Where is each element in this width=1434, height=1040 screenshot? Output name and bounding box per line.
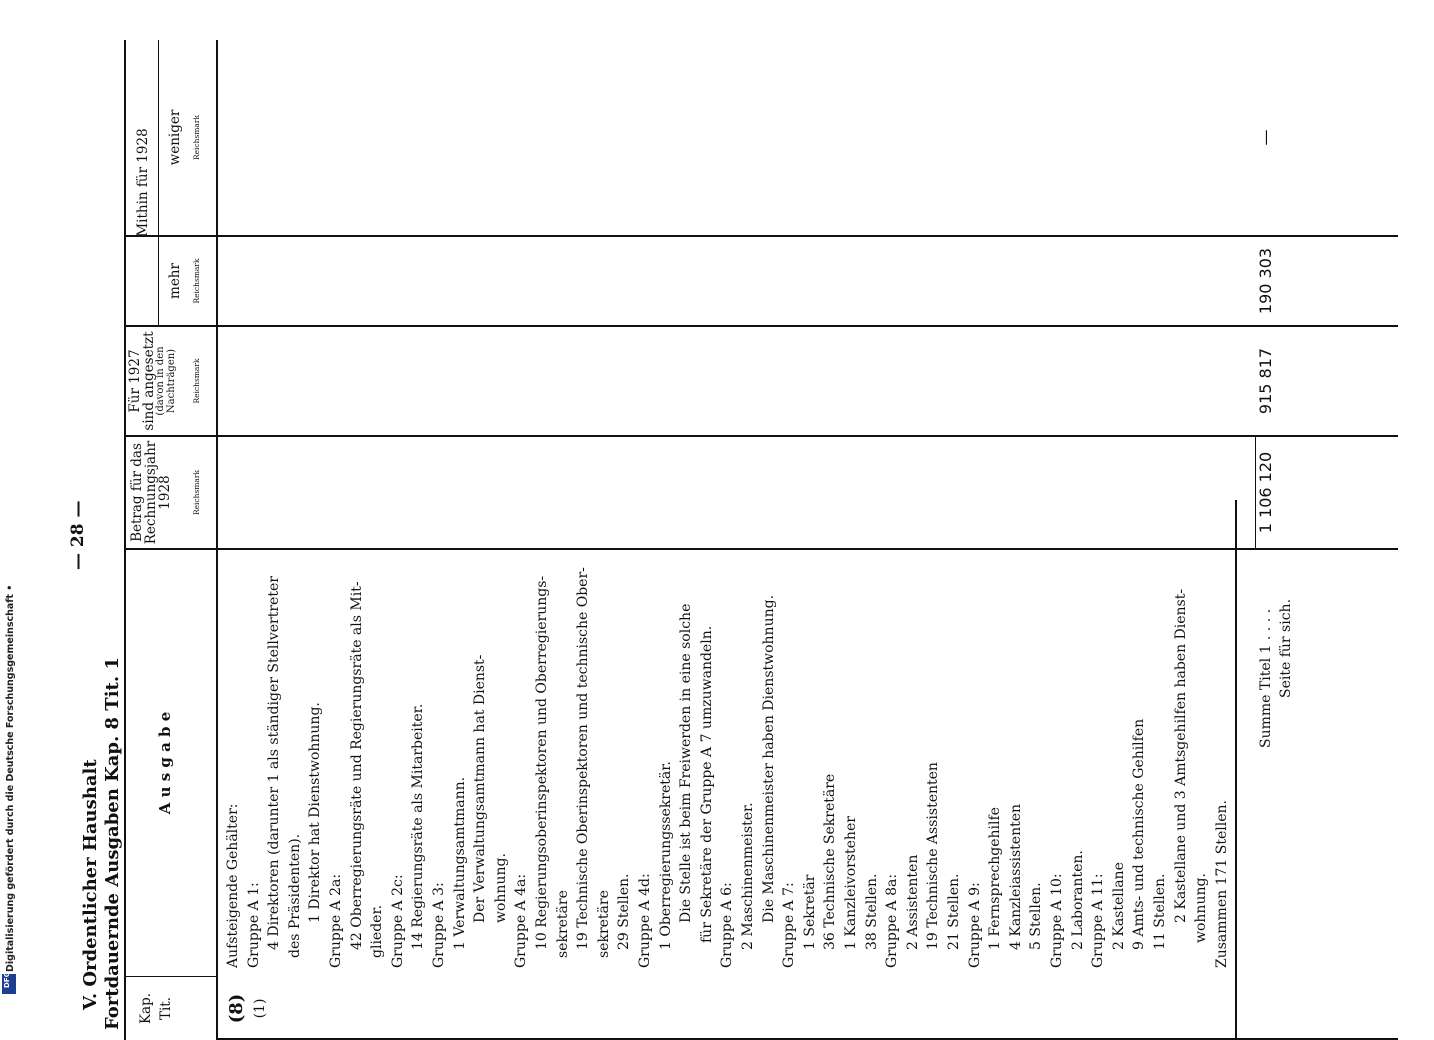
mithin-header: Mithin für 1928 [135,128,151,237]
ausgabe-line: Gruppe A 11: [1090,873,1107,968]
header-top-rule [124,40,126,1040]
vorjahr-divider [126,325,1398,327]
ausgabe-line: 4 Direktoren (darunter 1 als ständiger Stellvertreter [266,576,283,950]
ausgabe-line: sekretäre [554,890,571,958]
ausgabe-line: 19 Technische Oberinspektoren und technische Ober- [575,567,592,950]
ausgabe-line: Gruppe A 6: [719,882,736,968]
running-head-line1: V. Ordentlicher Haushalt [80,759,101,1010]
kap-number: (8) [226,993,247,1024]
ausgabe-line: 9 Amts- und technische Gehilfen [1131,718,1148,950]
ausgabe-line: 2 Kastellane [1110,862,1127,950]
ausgabe-line: 1 Kanzleivorsteher [843,816,859,950]
seite-label: Seite für sich. [1278,598,1294,698]
ausgabe-line: Gruppe A 2c: [389,874,406,968]
running-head-line2: Fortdauernde Ausgaben Kap. 8 Tit. 1 [102,657,123,1030]
dfg-logo: DFG [2,974,16,994]
betrag-header: Betrag für das Rechnungsjahr 1928 [129,440,174,545]
page-number: — 28 — [68,500,88,570]
ausgabe-line: 2 Laboranten. [1069,850,1086,950]
ausgabe-line: 42 Oberregierungsräte und Regierungsräte als Mit- [348,581,365,950]
ausgabe-line: Der Verwaltungsamtmann hat Dienst- [472,654,489,923]
ausgabe-line: 21 Stellen. [946,873,962,950]
ausgabe-line: 10 Regierungsoberinspektoren und Oberregierungs- [534,575,550,950]
ausgabe-line: Gruppe A 3: [431,882,447,968]
ausgabe-line: 1 Oberregierungssekretär. [657,761,674,950]
ausgabe-line: wohnung. [1193,873,1210,943]
ausgabe-line: 36 Technische Sekretäre [822,773,839,950]
ausgabe-line: Gruppe A 4d: [637,873,653,968]
ausgabe-line: des Präsidenten). [286,833,303,958]
ausgabe-line: Gruppe A 10: [1049,873,1065,968]
amount-weniger: — [1256,129,1275,146]
mithin-subrule [158,40,159,325]
amount-mehr: 190 303 [1256,247,1275,315]
ausgabe-line: Gruppe A 1: [245,882,262,968]
mehr-unit: Reichsmark [192,258,201,304]
ausgabe-line: Gruppe A 4a: [513,873,530,968]
ausgabe-line: 19 Technische Assistenten [925,762,942,950]
weniger-unit: Reichsmark [192,114,201,161]
ausgabe-line: Gruppe A 9: [966,882,983,968]
ausgabe-label: A u s g a b e [156,711,174,815]
amount-angesetzt-1927: 915 817 [1256,347,1275,415]
ausgabe-line: 1 Verwaltungsamtmann. [451,776,468,950]
ausgabe-line: glieder. [369,904,386,958]
header-bottom-rule [216,40,218,1040]
amount-betrag-1928: 1 106 120 [1256,451,1275,534]
betrag-divider [126,435,1398,437]
ausgabe-line: wohnung. [492,853,509,923]
ausgabe-line: Gruppe A 8a: [884,873,901,968]
ausgabe-line: 5 Stellen. [1028,882,1045,950]
ausgabe-line: 4 Kanzleiassistenten [1007,803,1024,950]
ausgabe-line: 2 Assistenten [904,854,921,950]
ausgabe-line: Gruppe A 2a: [328,873,344,968]
ausgabe-line: 2 Kastellane und 3 Amtsgehilfen haben Dienst- [1172,588,1189,923]
ausgabe-line: Die Stelle ist beim Freiwerden in eine solche [678,603,695,923]
ausgabe-line: 2 Maschinenmeister. [740,802,756,950]
ausgabe-divider [126,548,1398,550]
body-bottom-rule [1235,500,1237,1040]
mehr-header: mehr [167,263,183,299]
ausgabe-line: 11 Stellen. [1152,873,1168,950]
mehr-divider [126,235,1398,237]
ausgabe-line: 38 Stellen. [863,873,880,950]
digitization-credit [2,584,16,994]
betrag-unit: Reichsmark [192,469,201,516]
ausgabe-line: 14 Regierungsräte als Mitarbeiter. [410,703,427,950]
ausgabe-line: Die Maschinenmeister haben Dienstwohnung. [760,594,777,923]
ausgabe-line: 29 Stellen. [616,873,633,950]
summe-label: Summe Titel 1 . . . . [1258,608,1274,748]
ausgabe-line: 1 Fernsprechgehilfe [987,807,1004,950]
ausgabe-line: Gruppe A 7: [781,882,798,968]
ausgabe-line: für Sekretäre der Gruppe A 7 umzuwandeln. [698,625,715,943]
credit-text: Digitalisierung gefördert durch die Deutsche Forschungsgemeinschaft • [5,584,16,972]
vorjahr-unit: Reichsmark [192,358,201,404]
kap-label: Kap. Tit. [138,992,174,1025]
ausgabe-line: Aufsteigende Gehälter: [225,803,241,968]
tit-number: (1) [252,998,268,1019]
ausgabe-line: 1 Direktor hat Dienstwohnung. [307,702,324,923]
ausgabe-line: sekretäre [595,890,612,958]
ausgabe-line: 1 Sekretär [801,874,818,950]
budget-page [60,40,1360,1040]
ausgabe-line: Zusammen 171 Stellen. [1213,800,1230,968]
weniger-header: weniger [167,109,183,166]
vorjahr-header: Für 1927 sind angesetzt (davon in den Nachträgen) [127,331,177,431]
